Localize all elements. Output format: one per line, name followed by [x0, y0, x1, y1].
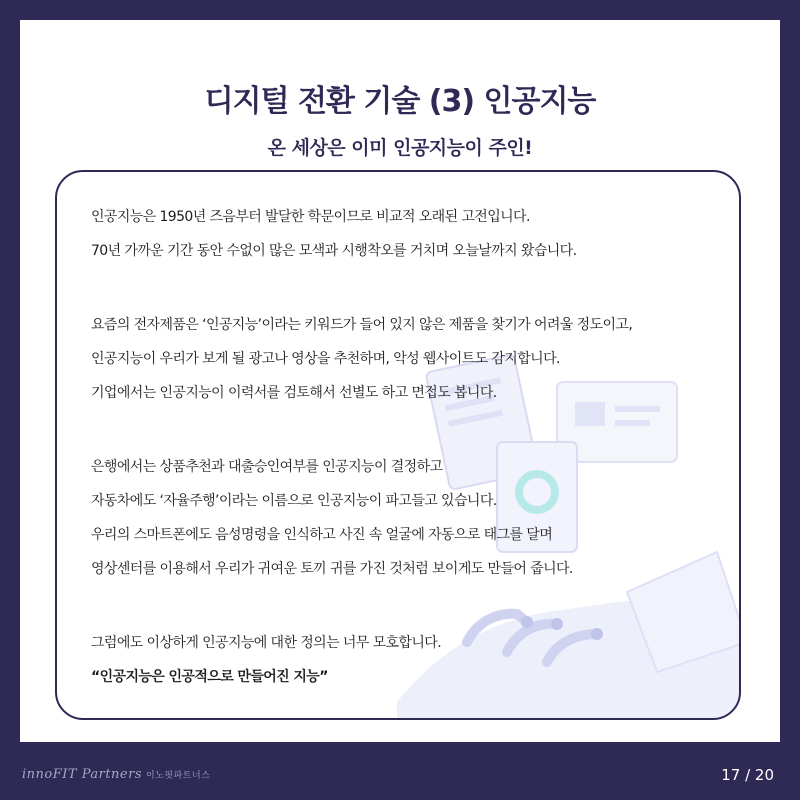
text-line: 우리의 스마트폰에도 음성명령을 인식하고 사진 속 얼굴에 자동으로 태그를 달며: [91, 527, 553, 543]
page-title: 디지털 전환 기술 (3) 인공지능: [204, 84, 596, 119]
text-line: 70년 가까운 기간 동안 수없이 많은 모색과 시행착오를 거치며 오늘날까지 왔습니다.: [91, 243, 577, 259]
text-line: 기업에서는 인공지능이 이력서를 검토해서 선별도 하고 면접도 봅니다.: [91, 385, 497, 401]
brand-name-ko: 이노핏파트너스: [146, 771, 211, 781]
brand-logo: [22, 767, 210, 782]
text-line: 영상센터를 이용해서 우리가 귀여운 토끼 귀를 가진 것처럼 보이게도 만들어 줍니다.: [91, 561, 573, 577]
brand-name: innoFIT Partners: [22, 767, 142, 782]
text-line: 그럼에도 이상하게 인공지능에 대한 정의는 너무 모호합니다.: [91, 635, 442, 651]
text-line: 인공지능은 1950년 즈음부터 발달한 학문이므로 비교적 오래된 고전입니다.: [91, 209, 530, 225]
article-text: [91, 200, 731, 694]
page-subtitle: 온 세상은 이미 인공지능이 주인!: [267, 137, 533, 159]
content-box: [55, 170, 741, 720]
text-line: 은행에서는 상품추천과 대출승인여부를 인공지능이 결정하고: [91, 459, 443, 475]
text-line: 인공지능이 우리가 보게 될 광고나 영상을 추천하며, 악성 웹사이트도 감지합니다.: [91, 351, 560, 367]
text-line: 자동차에도 ‘자율주행’이라는 이름으로 인공지능이 파고들고 있습니다.: [91, 493, 497, 509]
text-line: 요즘의 전자제품은 ‘인공지능’이라는 키워드가 들어 있지 않은 제품을 찾기가 어려울 정도이고,: [91, 317, 633, 333]
page-number: 17 / 20: [721, 766, 774, 784]
slide-card: [20, 20, 780, 742]
quote-line: “인공지능은 인공적으로 만들어진 지능”: [91, 669, 328, 685]
